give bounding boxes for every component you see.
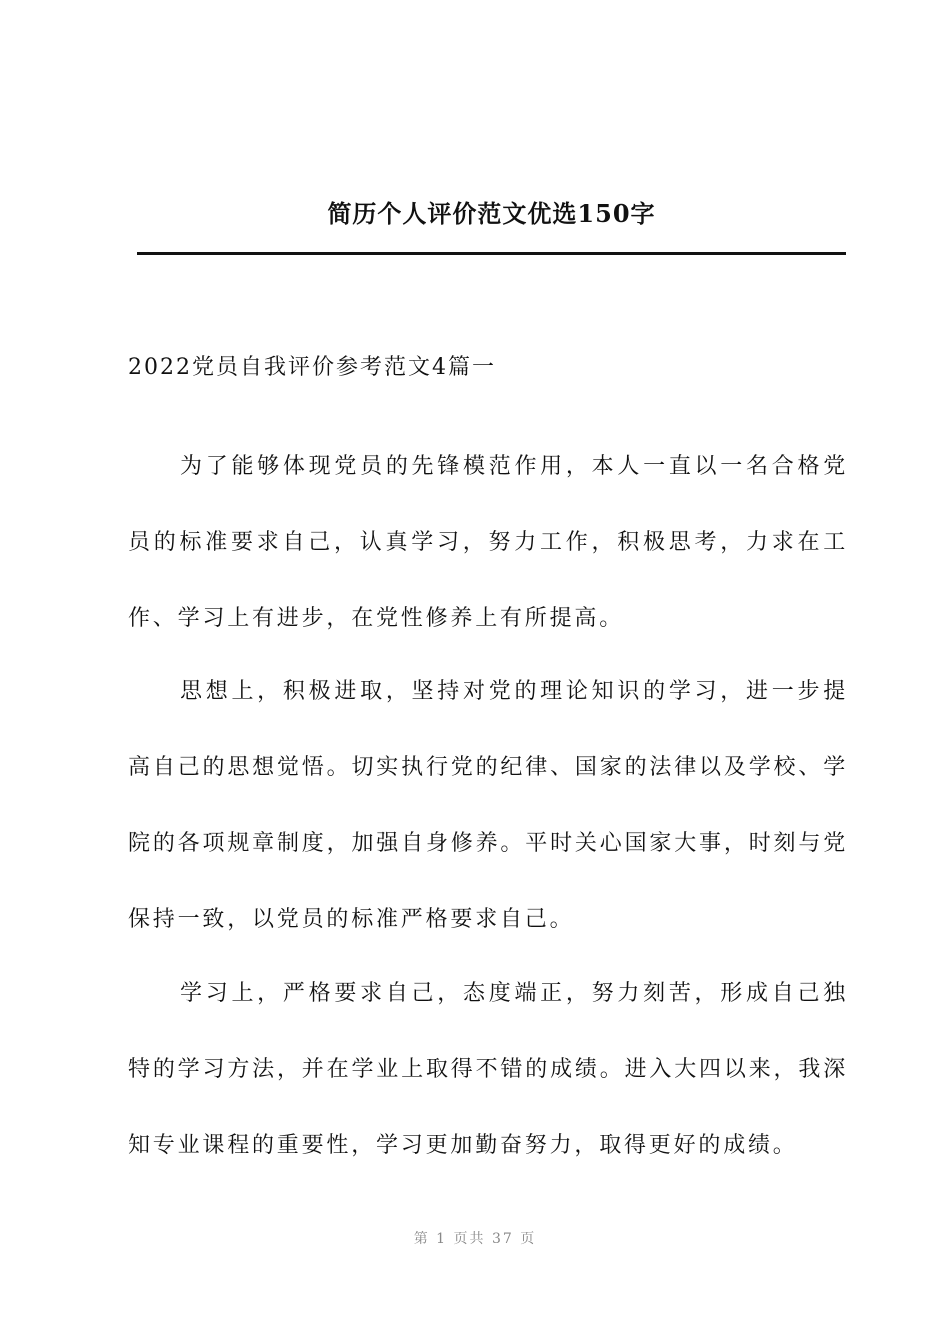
body-paragraph-1: 为了能够体现党员的先锋模范作用，本人一直以一名合格党员的标准要求自己，认真学习，努力工作，积极思考，力求在工作、学习上有进步，在党性修养上有所提高。 <box>128 454 848 631</box>
section-heading: 2022党员自我评价参考范文4篇一 <box>128 355 496 380</box>
page-number-footer: 第 1 页共 37 页 <box>413 1231 537 1247</box>
body-paragraph-2: 思想上，积极进取，坚持对党的理论知识的学习，进一步提高自己的思想觉悟。切实执行党的纪律、国家的法律以及学校、学院的各项规章制度，加强自身修养。平时关心国家大事，时刻与党保持一致，以党员的标准严格要求自己。 <box>128 679 848 932</box>
body-paragraph-3: 学习上，严格要求自己，态度端正，努力刻苦，形成自己独特的学习方法，并在学业上取得不错的成绩。进入大四以来，我深知专业课程的重要性，学习更加勤奋努力，取得更好的成绩。 <box>128 981 848 1158</box>
document-title: 简历个人评价范文优选150字 <box>327 199 656 228</box>
title-divider <box>137 252 846 255</box>
